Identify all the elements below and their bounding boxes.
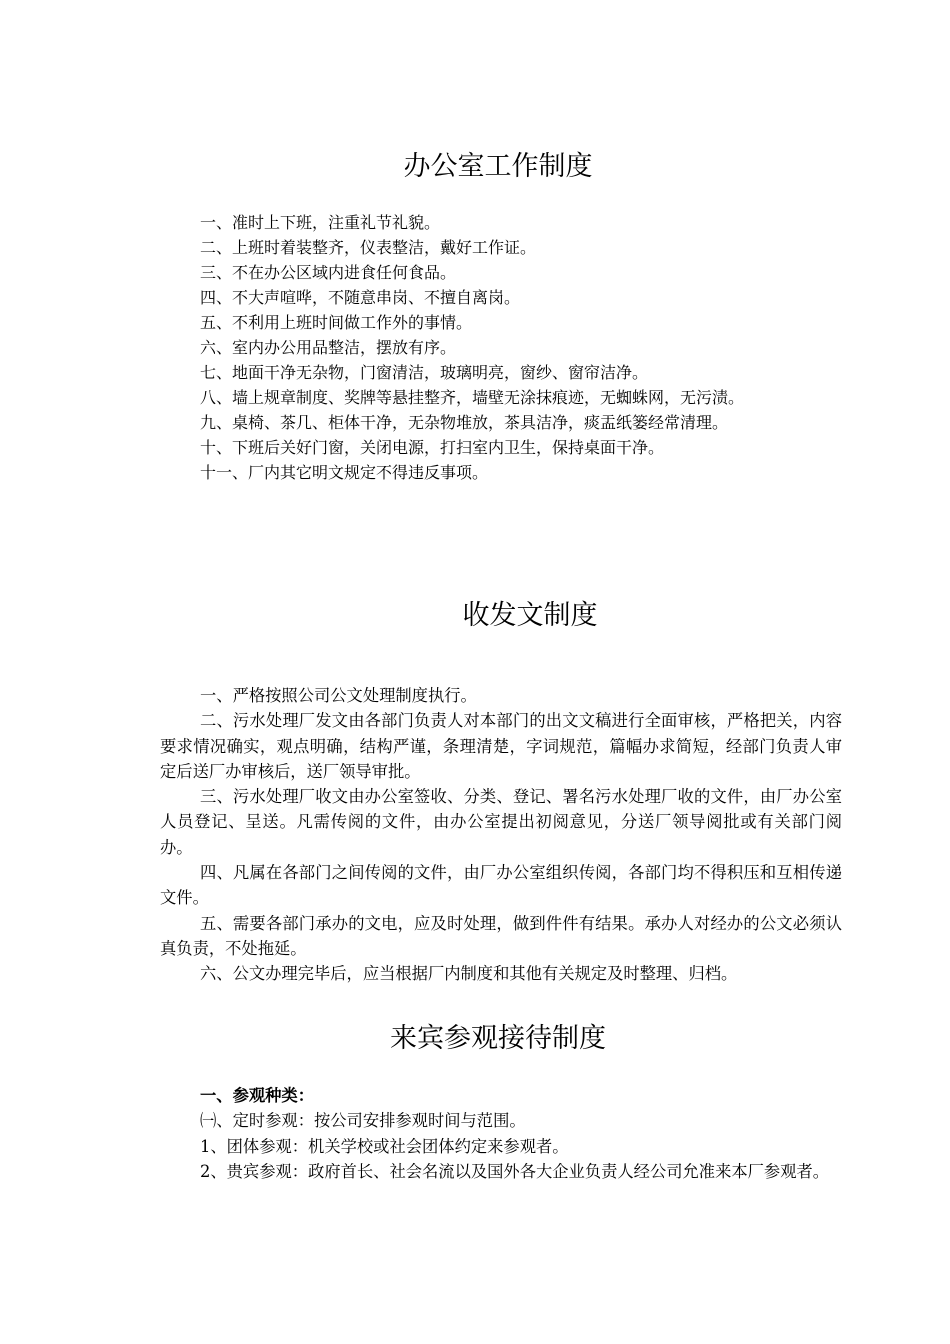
paragraph: 2、贵宾参观：政府首长、社会名流以及国外各大企业负责人经公司允准来本厂参观者。 [200, 1161, 830, 1181]
list-item: 二、上班时着装整齐，仪表整洁，戴好工作证。 [200, 238, 537, 257]
list-item: 五、不利用上班时间做工作外的事情。 [200, 313, 473, 332]
list-item: 九、桌椅、茶几、柜体干净，无杂物堆放，茶具洁净，痰盂纸篓经常清理。 [200, 413, 729, 432]
paragraph: 二、污水处理厂发文由各部门负责人对本部门的出文文稿进行全面审核，严格把关，内容要求情况确实，观点明确，结构严谨，条理清楚，字词规范，篇幅办求简短，经部门负责人审定后送厂办审核后，送厂领导审批。 [160, 711, 842, 781]
list-item: 八、墙上规章制度、奖牌等悬挂整齐，墙壁无涂抹痕迹，无蜘蛛网，无污渍。 [200, 388, 745, 407]
visitor-reception-body [160, 1083, 842, 1184]
list-item: 七、地面干净无杂物，门窗清洁，玻璃明亮，窗纱、窗帘洁净。 [200, 363, 649, 382]
section-title-office-rules: 办公室工作制度 [403, 151, 593, 182]
paragraph: 四、凡属在各部门之间传阅的文件，由厂办公室组织传阅，各部门均不得积压和互相传递文件。 [160, 863, 842, 908]
list-item: 一、准时上下班，注重礼节礼貌。 [200, 213, 441, 232]
list-item: 四、不大声喧哗，不随意串岗、不擅自离岗。 [200, 288, 521, 307]
subheading: 一、参观种类： [200, 1086, 314, 1105]
list-item: 十、下班后关好门窗，关闭电源，打扫室内卫生，保持桌面干净。 [200, 438, 665, 457]
list-item: 十一、厂内其它明文规定不得违反事项。 [200, 463, 489, 482]
list-item: 六、室内办公用品整洁，摆放有序。 [200, 338, 457, 357]
office-rules-list [200, 210, 860, 485]
paragraph: 三、污水处理厂收文由办公室签收、分类、登记、署名污水处理厂收的文件，由厂办公室人员登记、呈送。凡需传阅的文件，由办公室提出初阅意见，分送厂领导阅批或有关部门阅办。 [160, 787, 842, 857]
paragraph: 五、需要各部门承办的文电，应及时处理，做到件件有结果。承办人对经办的公文必须认真负责，不处拖延。 [160, 913, 842, 958]
section-title-visitor-reception: 来宾参观接待制度 [390, 1023, 606, 1054]
paragraph: 1、团体参观：机关学校或社会团体约定来参观者。 [200, 1136, 569, 1156]
paragraph: ㈠、定时参观：按公司安排参观时间与范围。 [200, 1111, 526, 1131]
document-handling-body [160, 683, 842, 987]
section-title-document-handling: 收发文制度 [462, 600, 598, 631]
paragraph: 六、公文办理完毕后，应当根据厂内制度和其他有关规定及时整理、归档。 [200, 964, 738, 984]
list-item: 三、不在办公区域内进食任何食品。 [200, 263, 457, 282]
paragraph: 一、严格按照公司公文处理制度执行。 [200, 686, 477, 705]
